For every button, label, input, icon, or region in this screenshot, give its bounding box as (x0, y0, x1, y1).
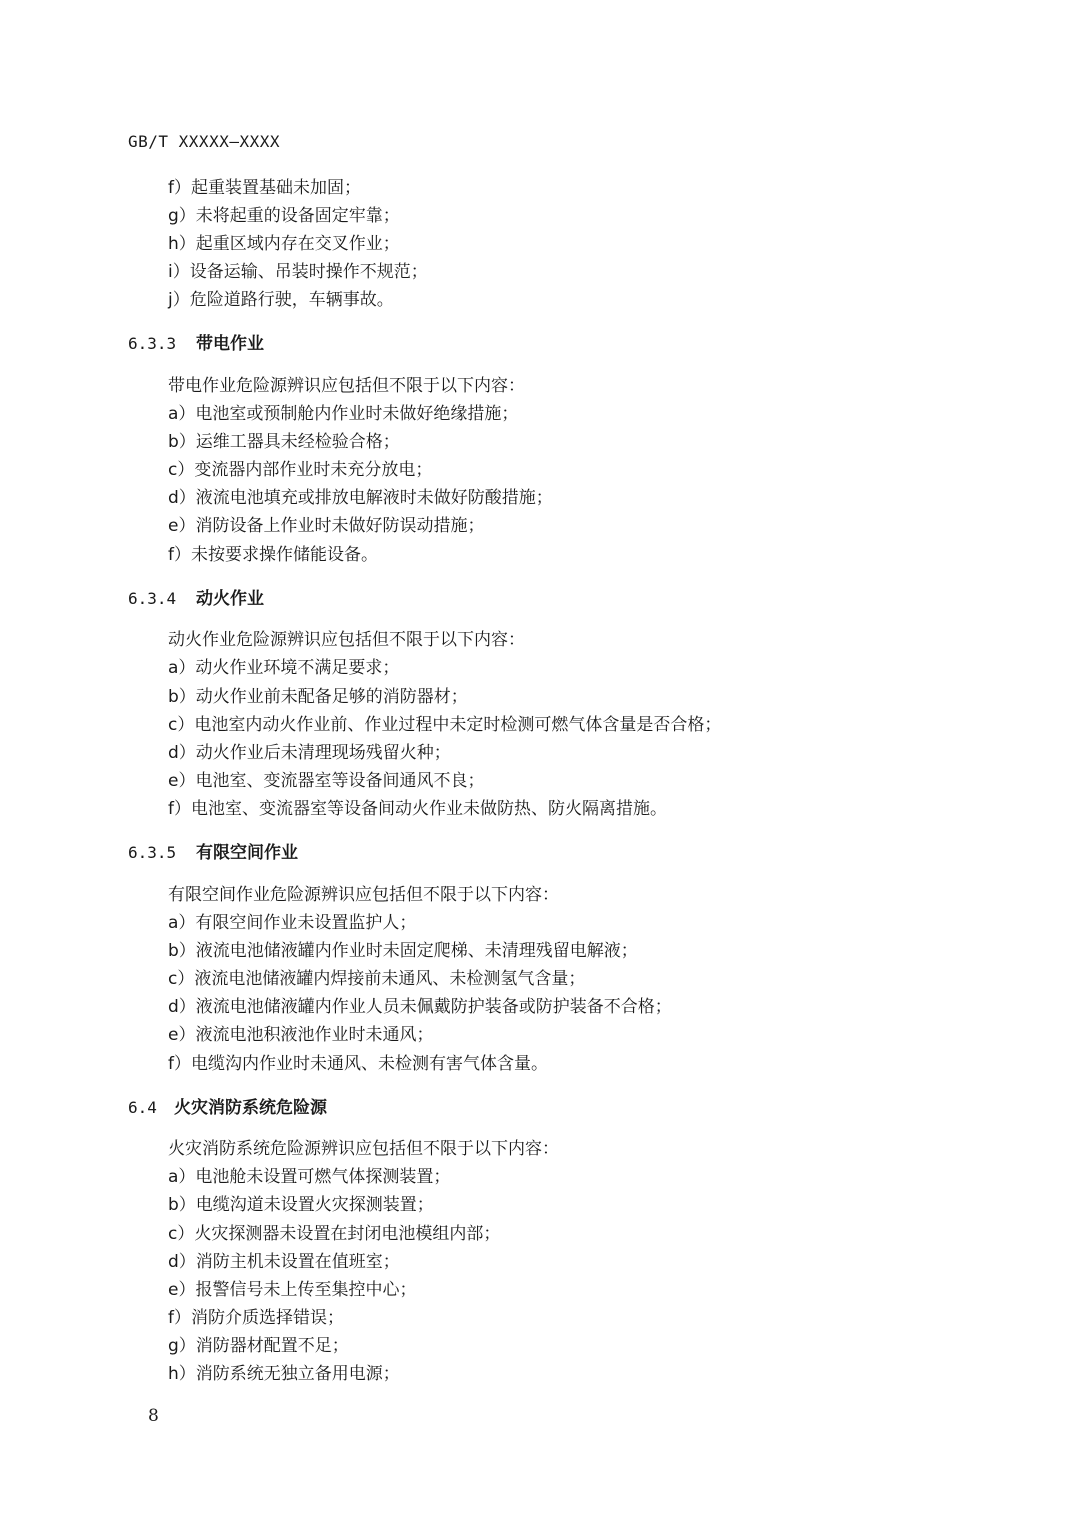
section-intro: 动火作业危险源辨识应包括但不限于以下内容： (168, 630, 525, 650)
section-heading (128, 589, 264, 609)
section-heading (128, 1098, 327, 1118)
list-item: f）未按要求操作储能设备。 (168, 545, 378, 565)
list-item: e）电池室、变流器室等设备间通风不良； (168, 771, 485, 791)
list-item: d）液流电池填充或排放电解液时未做好防酸措施； (168, 488, 553, 508)
list-item: d）动火作业后未清理现场残留火种； (168, 743, 451, 763)
list-item: j）危险道路行驶，车辆事故。 (168, 290, 394, 310)
list-item: f）电缆沟内作业时未通风、未检测有害气体含量。 (168, 1054, 548, 1074)
list-item: h）起重区域内存在交叉作业； (168, 234, 400, 254)
list-item: b）动火作业前未配备足够的消防器材； (168, 687, 468, 707)
list-item: c）电池室内动火作业前、作业过程中未定时检测可燃气体含量是否合格； (168, 715, 722, 735)
document-id: GB/T XXXXX—XXXX (128, 132, 280, 151)
section-number: 6.3.5 (128, 843, 177, 862)
section-title: 火灾消防系统危险源 (174, 1098, 327, 1118)
list-item: a）电池舱未设置可燃气体探测装置； (168, 1167, 451, 1187)
section-heading (128, 334, 264, 354)
section-title: 有限空间作业 (196, 843, 298, 863)
section-number: 6.3.3 (128, 334, 177, 353)
list-item: a）动火作业环境不满足要求； (168, 658, 400, 678)
list-item: a）电池室或预制舱内作业时未做好绝缘措施； (168, 404, 519, 424)
list-item: b）液流电池储液罐内作业时未固定爬梯、未清理残留电解液； (168, 941, 638, 961)
section-number: 6.4 (128, 1098, 157, 1117)
list-item: f）消防介质选择错误； (168, 1308, 344, 1328)
list-item: d）液流电池储液罐内作业人员未佩戴防护装备或防护装备不合格； (168, 997, 672, 1017)
section-title: 动火作业 (196, 589, 264, 609)
section-intro: 带电作业危险源辨识应包括但不限于以下内容： (168, 376, 525, 396)
section-number: 6.3.4 (128, 589, 177, 608)
list-item: e）液流电池积液池作业时未通风； (168, 1025, 434, 1045)
list-item: g）未将起重的设备固定牢靠； (168, 206, 400, 226)
list-item: b）电缆沟道未设置火灾探测装置； (168, 1195, 434, 1215)
page-number: 8 (148, 1406, 159, 1426)
list-item: c）变流器内部作业时未充分放电； (168, 460, 433, 480)
section-title: 带电作业 (196, 334, 264, 354)
list-item: c）火灾探测器未设置在封闭电池模组内部； (168, 1224, 501, 1244)
section-intro: 火灾消防系统危险源辨识应包括但不限于以下内容： (168, 1139, 559, 1159)
list-item: c）液流电池储液罐内焊接前未通风、未检测氢气含量； (168, 969, 586, 989)
section-heading (128, 843, 298, 863)
list-item: e）消防设备上作业时未做好防误动措施； (168, 516, 485, 536)
list-item: b）运维工器具未经检验合格； (168, 432, 400, 452)
list-item: f）起重装置基础未加固； (168, 178, 361, 198)
list-item: h）消防系统无独立备用电源； (168, 1364, 400, 1384)
list-item: a）有限空间作业未设置监护人； (168, 913, 417, 933)
list-item: g）消防器材配置不足； (168, 1336, 349, 1356)
list-item: f）电池室、变流器室等设备间动火作业未做防热、防火隔离措施。 (168, 799, 667, 819)
list-item: e）报警信号未上传至集控中心； (168, 1280, 417, 1300)
list-item: i）设备运输、吊装时操作不规范； (168, 262, 428, 282)
list-item: d）消防主机未设置在值班室； (168, 1252, 400, 1272)
section-intro: 有限空间作业危险源辨识应包括但不限于以下内容： (168, 885, 559, 905)
